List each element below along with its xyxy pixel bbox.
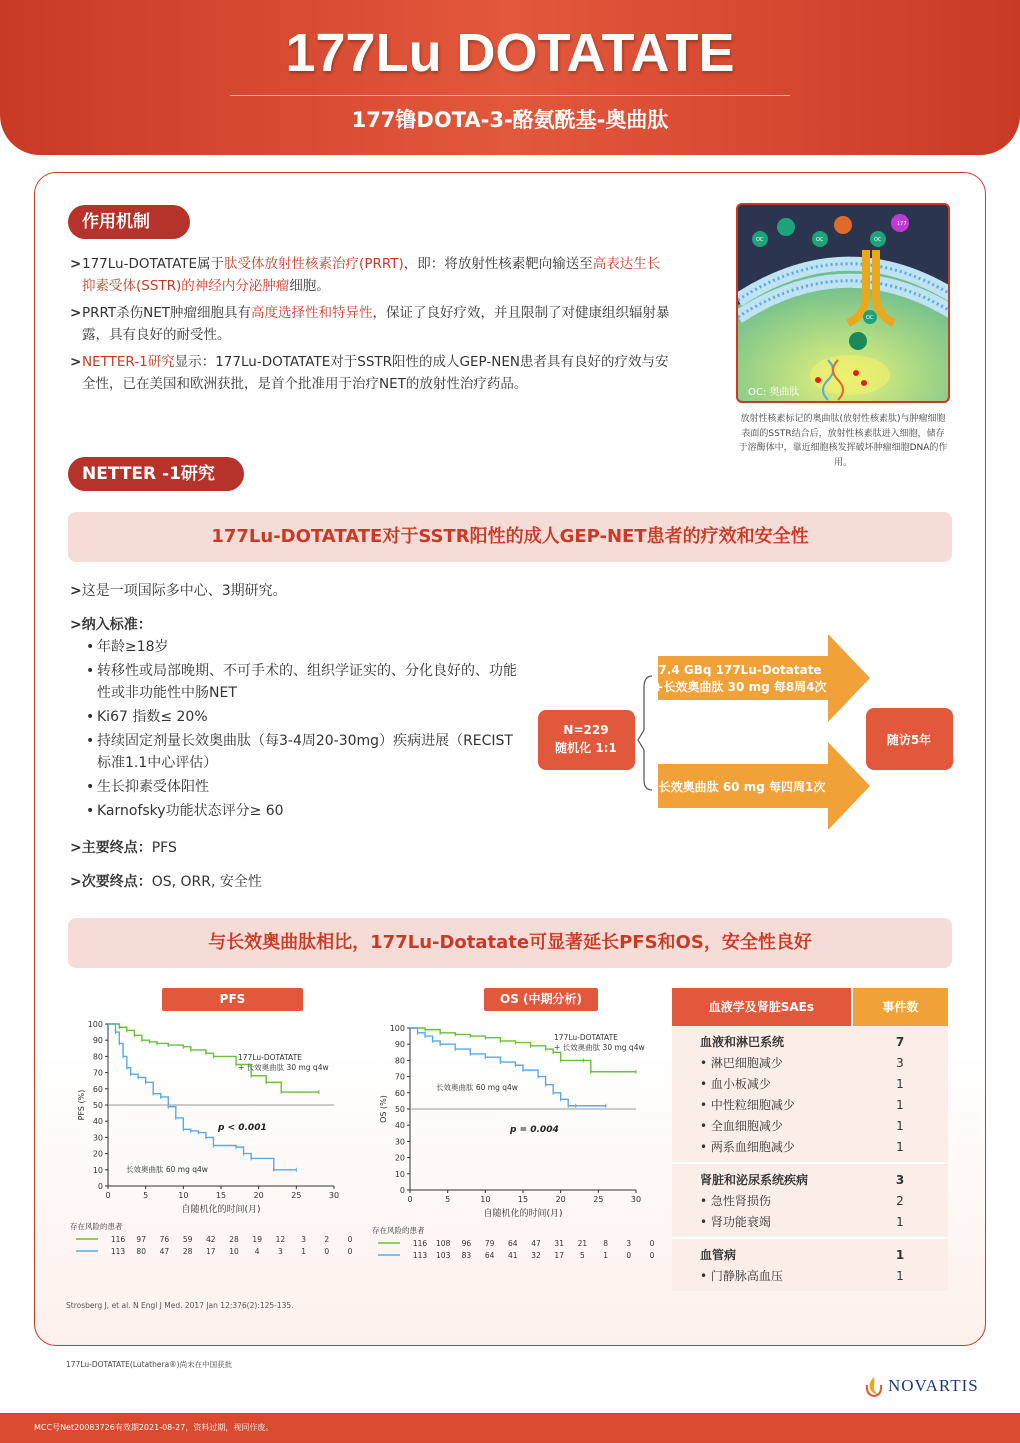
x-tick-label: 25 [291, 1191, 302, 1200]
risk-value: 32 [531, 1251, 541, 1260]
sae-table-header [672, 988, 948, 1026]
sae-item-row [672, 1074, 948, 1095]
y-tick-label: 30 [394, 1137, 405, 1147]
secondary-endpoint: >次要终点：OS, ORR, 安全性 [70, 874, 262, 890]
arrow-icon: > [70, 617, 82, 633]
series-annotation: 177Lu-DOTATATE [554, 1033, 618, 1042]
risk-value: 3 [278, 1247, 283, 1256]
risk-value: 64 [508, 1239, 518, 1248]
y-tick-label: 40 [394, 1121, 405, 1131]
netter-label: NETTER -1研究 [68, 457, 244, 491]
risk-value: 79 [484, 1239, 495, 1248]
risk-value: 0 [649, 1239, 655, 1248]
body-text: 显示：177Lu-DOTATATE对于SSTR阳性的成人GEP-NEN患者具有良好的疗效与安全性，已在美国和欧洲获批，是首个批准用于治疗NET的放射性治疗药品。 [82, 354, 669, 392]
pfs-km-chart [62, 1012, 362, 1277]
body-text: 177Lu-DOTATATE属于 [82, 256, 225, 272]
category-count: 3 [895, 1173, 905, 1187]
item-name: • 肾功能衰竭 [700, 1215, 771, 1229]
risk-value: 116 [110, 1235, 126, 1244]
arrow-icon: > [70, 840, 82, 856]
criterion: • Ki67 指数≤ 20% [86, 706, 526, 728]
item-count: 1 [896, 1215, 904, 1229]
arm1-line1: 7.4 GBq 177Lu-Dotatate [658, 663, 822, 677]
risk-value: 116 [412, 1239, 428, 1248]
pfs-chart-title: PFS [162, 988, 303, 1011]
x-tick-label: 20 [253, 1191, 264, 1200]
primary-endpoint: >主要终点：PFS [70, 840, 177, 856]
criterion: • 持续固定剂量长效奥曲肽（每3-4周20-30mg）疾病进展（RECIST 标准1.1中心评估） [86, 730, 526, 774]
series-annotation: 长效奥曲肽 60 mg q4w [126, 1165, 208, 1174]
series-annotation: + 长效奥曲肽 30 mg q4w [554, 1043, 645, 1052]
item-name: • 两系血细胞减少 [700, 1140, 795, 1154]
p-value: p < 0.001 [218, 1123, 267, 1133]
sae-table-body [672, 1026, 948, 1291]
x-tick-label: 30 [630, 1195, 642, 1204]
page-subtitle: 177镥DOTA-3-酪氨酰基-奥曲肽 [351, 108, 669, 132]
x-tick-label: 5 [445, 1195, 451, 1204]
body-text: PRRT杀伤NET肿瘤细胞具有 [82, 305, 252, 321]
risk-value: 3 [301, 1235, 306, 1244]
highlighted-text: 高度选择性和特异性 [251, 305, 373, 321]
randomization-n: N=229 [563, 723, 609, 737]
risk-value: 97 [136, 1235, 146, 1244]
survival-curve-2 [108, 1024, 296, 1170]
item-name: • 血小板减少 [700, 1077, 771, 1091]
y-axis-label: OS (%) [379, 1095, 388, 1123]
y-tick-label: 0 [399, 1186, 405, 1195]
item-name: • 急性肾损伤 [700, 1194, 771, 1208]
y-tick-label: 0 [97, 1182, 103, 1191]
body-text: ，保证了良好疗效，并且限制了对健康组织辐射暴露，具有良好的耐受性。 [82, 305, 670, 343]
bullet-dot-icon: • [86, 709, 95, 725]
item-count: 1 [896, 1077, 904, 1091]
cell-membrane-illustration [738, 205, 950, 403]
category-name: 血管病 [700, 1248, 737, 1262]
bullet-dot-icon: • [86, 733, 95, 749]
risk-value: 10 [229, 1247, 239, 1256]
y-tick-label: 100 [389, 1024, 405, 1033]
sae-item-row [672, 1212, 948, 1233]
sae-item-row [672, 1095, 948, 1116]
title-divider [230, 95, 790, 96]
arrow-icon: > [70, 354, 82, 370]
risk-value: 5 [580, 1251, 585, 1260]
sae-item-row [672, 1191, 948, 1212]
item-name: • 中性粒细胞减少 [700, 1098, 795, 1112]
highlighted-text: NETTER-1研究 [82, 354, 175, 370]
page-title: 177Lu DOTATATE [285, 23, 735, 83]
risk-value: 0 [324, 1247, 330, 1256]
arrow-icon: > [70, 874, 82, 890]
sae-category-row [672, 1032, 948, 1053]
risk-value: 80 [136, 1247, 146, 1256]
criterion: • 转移性或局部晚期、不可手术的、组织学证实的、分化良好的、功能性或非功能性中肠NET [86, 660, 526, 704]
bullet-dot-icon: • [86, 803, 95, 819]
illustration-label: OC: 奥曲肽 [748, 387, 800, 398]
y-tick-label: 50 [394, 1105, 405, 1114]
risk-value: 108 [436, 1239, 451, 1248]
category-name: 血液和淋巴系统 [700, 1035, 785, 1049]
risk-value: 19 [252, 1235, 262, 1244]
x-tick-label: 20 [555, 1195, 566, 1204]
inclusion-heading: >纳入标准： [70, 617, 152, 633]
y-tick-label: 80 [394, 1056, 405, 1066]
risk-value: 17 [554, 1251, 564, 1260]
item-count: 1 [896, 1269, 904, 1283]
x-tick-label: 0 [105, 1191, 111, 1200]
item-count: 2 [896, 1194, 904, 1208]
sae-item-row [672, 1137, 948, 1158]
risk-value: 64 [484, 1251, 495, 1260]
bullet-dot-icon: • [86, 779, 95, 795]
y-tick-label: 60 [92, 1084, 103, 1094]
y-axis-label: PFS (%) [77, 1089, 86, 1121]
brand-name: NOVARTIS [888, 1376, 979, 1395]
risk-value: 0 [649, 1251, 655, 1260]
risk-table-label: 存在风险的患者 [372, 1226, 425, 1235]
novartis-logo [864, 1374, 979, 1398]
x-tick-label: 25 [593, 1195, 604, 1204]
x-tick-label: 0 [407, 1195, 413, 1204]
mechanism-bullet-1 [70, 253, 670, 297]
svg-text:OC: OC [756, 237, 764, 243]
sae-item-row [672, 1053, 948, 1074]
criterion: • 年龄≥18岁 [86, 636, 526, 658]
risk-value: 8 [603, 1239, 608, 1248]
risk-value: 47 [159, 1247, 170, 1256]
svg-text:OC: OC [816, 237, 824, 243]
arm2-label: 长效奥曲肽 60 mg 每四周1次 [658, 780, 826, 794]
x-axis-label: 自随机化的时间(月) [181, 1205, 261, 1215]
risk-value: 1 [301, 1247, 306, 1256]
arrow-icon: > [70, 305, 82, 321]
risk-value: 28 [229, 1235, 239, 1244]
os-chart-title: OS (中期分析) [484, 988, 598, 1011]
y-tick-label: 20 [92, 1149, 103, 1159]
highlighted-text: 肽受体放射性核素治疗(PRRT) [224, 256, 404, 272]
risk-value: 47 [531, 1239, 541, 1248]
y-tick-label: 40 [92, 1117, 103, 1127]
series-annotation: 177Lu-DOTATATE [238, 1053, 302, 1062]
header-banner [0, 0, 1020, 155]
body-text: 细胞。 [289, 278, 330, 294]
item-count: 3 [896, 1056, 904, 1070]
series-annotation: + 长效奥曲肽 30 mg q4w [238, 1063, 329, 1072]
risk-value: 76 [159, 1235, 170, 1244]
mechanism-illustration [736, 203, 950, 403]
design-statement: >这是一项国际多中心、3期研究。 [70, 583, 287, 599]
y-tick-label: 70 [394, 1072, 405, 1082]
svg-text:OC: OC [874, 237, 882, 243]
y-tick-label: 10 [394, 1169, 405, 1179]
sae-col-header: 血液学及肾脏SAEs [672, 988, 851, 1026]
item-count: 1 [896, 1119, 904, 1133]
sae-category-row [672, 1245, 948, 1266]
y-tick-label: 10 [92, 1165, 103, 1175]
mechanism-label: 作用机制 [68, 205, 190, 239]
category-count: 7 [895, 1035, 905, 1049]
risk-value: 113 [110, 1247, 126, 1256]
risk-value: 3 [626, 1239, 632, 1248]
sae-category-row [672, 1170, 948, 1191]
approval-footnote: 177Lu-DOTATATE(Lutathera®)尚未在中国获批 [66, 1360, 233, 1369]
risk-value: 83 [461, 1251, 472, 1260]
svg-text:OC: OC [866, 315, 874, 321]
highlighted-text: 高表达生长抑素受体(SSTR)的神经内分泌肿瘤 [82, 256, 661, 294]
sae-item-row [672, 1266, 948, 1287]
risk-value: 28 [182, 1247, 193, 1256]
risk-value: 59 [182, 1235, 193, 1244]
x-tick-label: 5 [143, 1191, 149, 1200]
risk-value: 1 [603, 1251, 608, 1260]
bracket [638, 676, 652, 790]
risk-value: 0 [347, 1235, 353, 1244]
illustration-caption: 放射性核素标记的奥曲肽(放射性核素肽)与肿瘤细胞表面的SSTR结合后，放射性核素肽进入细胞，储存于溶酶体中，靠近细胞核发挥破坏肿瘤细胞DNA的作用。 [738, 414, 948, 468]
arm1-line2: +长效奥曲肽 30 mg 每8周4次 [653, 680, 827, 694]
arrow-icon: > [70, 583, 82, 599]
risk-value: 21 [577, 1239, 588, 1248]
x-tick-label: 10 [178, 1191, 189, 1200]
item-name: • 淋巴细胞减少 [700, 1056, 783, 1070]
sae-table [672, 988, 948, 1291]
item-count: 1 [896, 1098, 904, 1112]
novartis-flame-icon [864, 1375, 884, 1397]
risk-value: 4 [254, 1247, 260, 1256]
x-tick-label: 10 [480, 1195, 491, 1204]
y-tick-label: 90 [394, 1040, 405, 1050]
p-value: p = 0.004 [510, 1125, 559, 1135]
risk-value: 113 [412, 1251, 428, 1260]
criterion: • Karnofsky功能状态评分≥ 60 [86, 800, 526, 822]
bullet-dot-icon: • [86, 639, 95, 655]
y-tick-label: 100 [87, 1020, 103, 1029]
x-tick-label: 30 [328, 1191, 340, 1200]
svg-text:177: 177 [897, 221, 907, 227]
arm1-arrow [658, 634, 870, 722]
arrow-icon: > [70, 256, 82, 272]
risk-value: 0 [347, 1247, 353, 1256]
study-flow-diagram [530, 628, 960, 838]
footer-bar: MCC号Net20083726有效期2021-08-27，资料过期，视同作废。 [0, 1413, 1020, 1443]
followup-label: 随访5年 [886, 733, 932, 747]
risk-table-label: 存在风险的患者 [70, 1222, 123, 1231]
risk-value: 42 [206, 1235, 216, 1244]
y-tick-label: 30 [92, 1133, 103, 1143]
mechanism-bullet-2 [70, 302, 670, 346]
risk-value: 96 [461, 1239, 472, 1248]
criterion: • 生长抑素受体阳性 [86, 776, 526, 798]
y-tick-label: 50 [92, 1101, 103, 1110]
risk-value: 0 [626, 1251, 632, 1260]
x-tick-label: 15 [215, 1191, 227, 1200]
risk-value: 2 [324, 1235, 330, 1244]
y-tick-label: 20 [394, 1153, 405, 1163]
randomization-ratio: 随机化 1:1 [555, 741, 617, 755]
body-text: ，即：将放射性核素靶向输送至 [403, 256, 593, 272]
x-axis-label: 自随机化的时间(月) [483, 1209, 563, 1219]
item-name: • 门静脉高血压 [700, 1269, 783, 1283]
y-tick-label: 80 [92, 1052, 103, 1062]
risk-value: 17 [206, 1247, 216, 1256]
x-tick-label: 15 [517, 1195, 529, 1204]
y-tick-label: 90 [92, 1036, 103, 1046]
bullet-dot-icon: • [86, 663, 95, 679]
risk-value: 31 [554, 1239, 564, 1248]
category-count: 1 [895, 1248, 905, 1262]
os-km-chart [364, 1016, 664, 1277]
netter-band-title: 177Lu-DOTATATE对于SSTR阳性的成人GEP-NET患者的疗效和安全性 [68, 512, 952, 562]
results-band-title: 与长效奥曲肽相比，177Lu-Dotatate可显著延长PFS和OS，安全性良好 [68, 918, 952, 968]
risk-value: 12 [275, 1235, 286, 1244]
item-count: 1 [896, 1140, 904, 1154]
y-tick-label: 60 [394, 1088, 405, 1098]
mechanism-bullet-3 [70, 351, 670, 395]
item-name: • 全血细胞减少 [700, 1119, 783, 1133]
series-annotation: 长效奥曲肽 60 mg q4w [436, 1083, 518, 1092]
risk-value: 103 [436, 1251, 451, 1260]
risk-value: 41 [508, 1251, 518, 1260]
events-col-header: 事件数 [853, 988, 948, 1026]
category-name: 肾脏和泌尿系统疾病 [700, 1173, 809, 1187]
y-tick-label: 70 [92, 1068, 103, 1078]
reference: Strosberg J, et al. N Engl J Med. 2017 Jan 12;376(2):125-135. [66, 1301, 294, 1310]
sae-item-row [672, 1116, 948, 1137]
randomization-box [538, 710, 635, 770]
